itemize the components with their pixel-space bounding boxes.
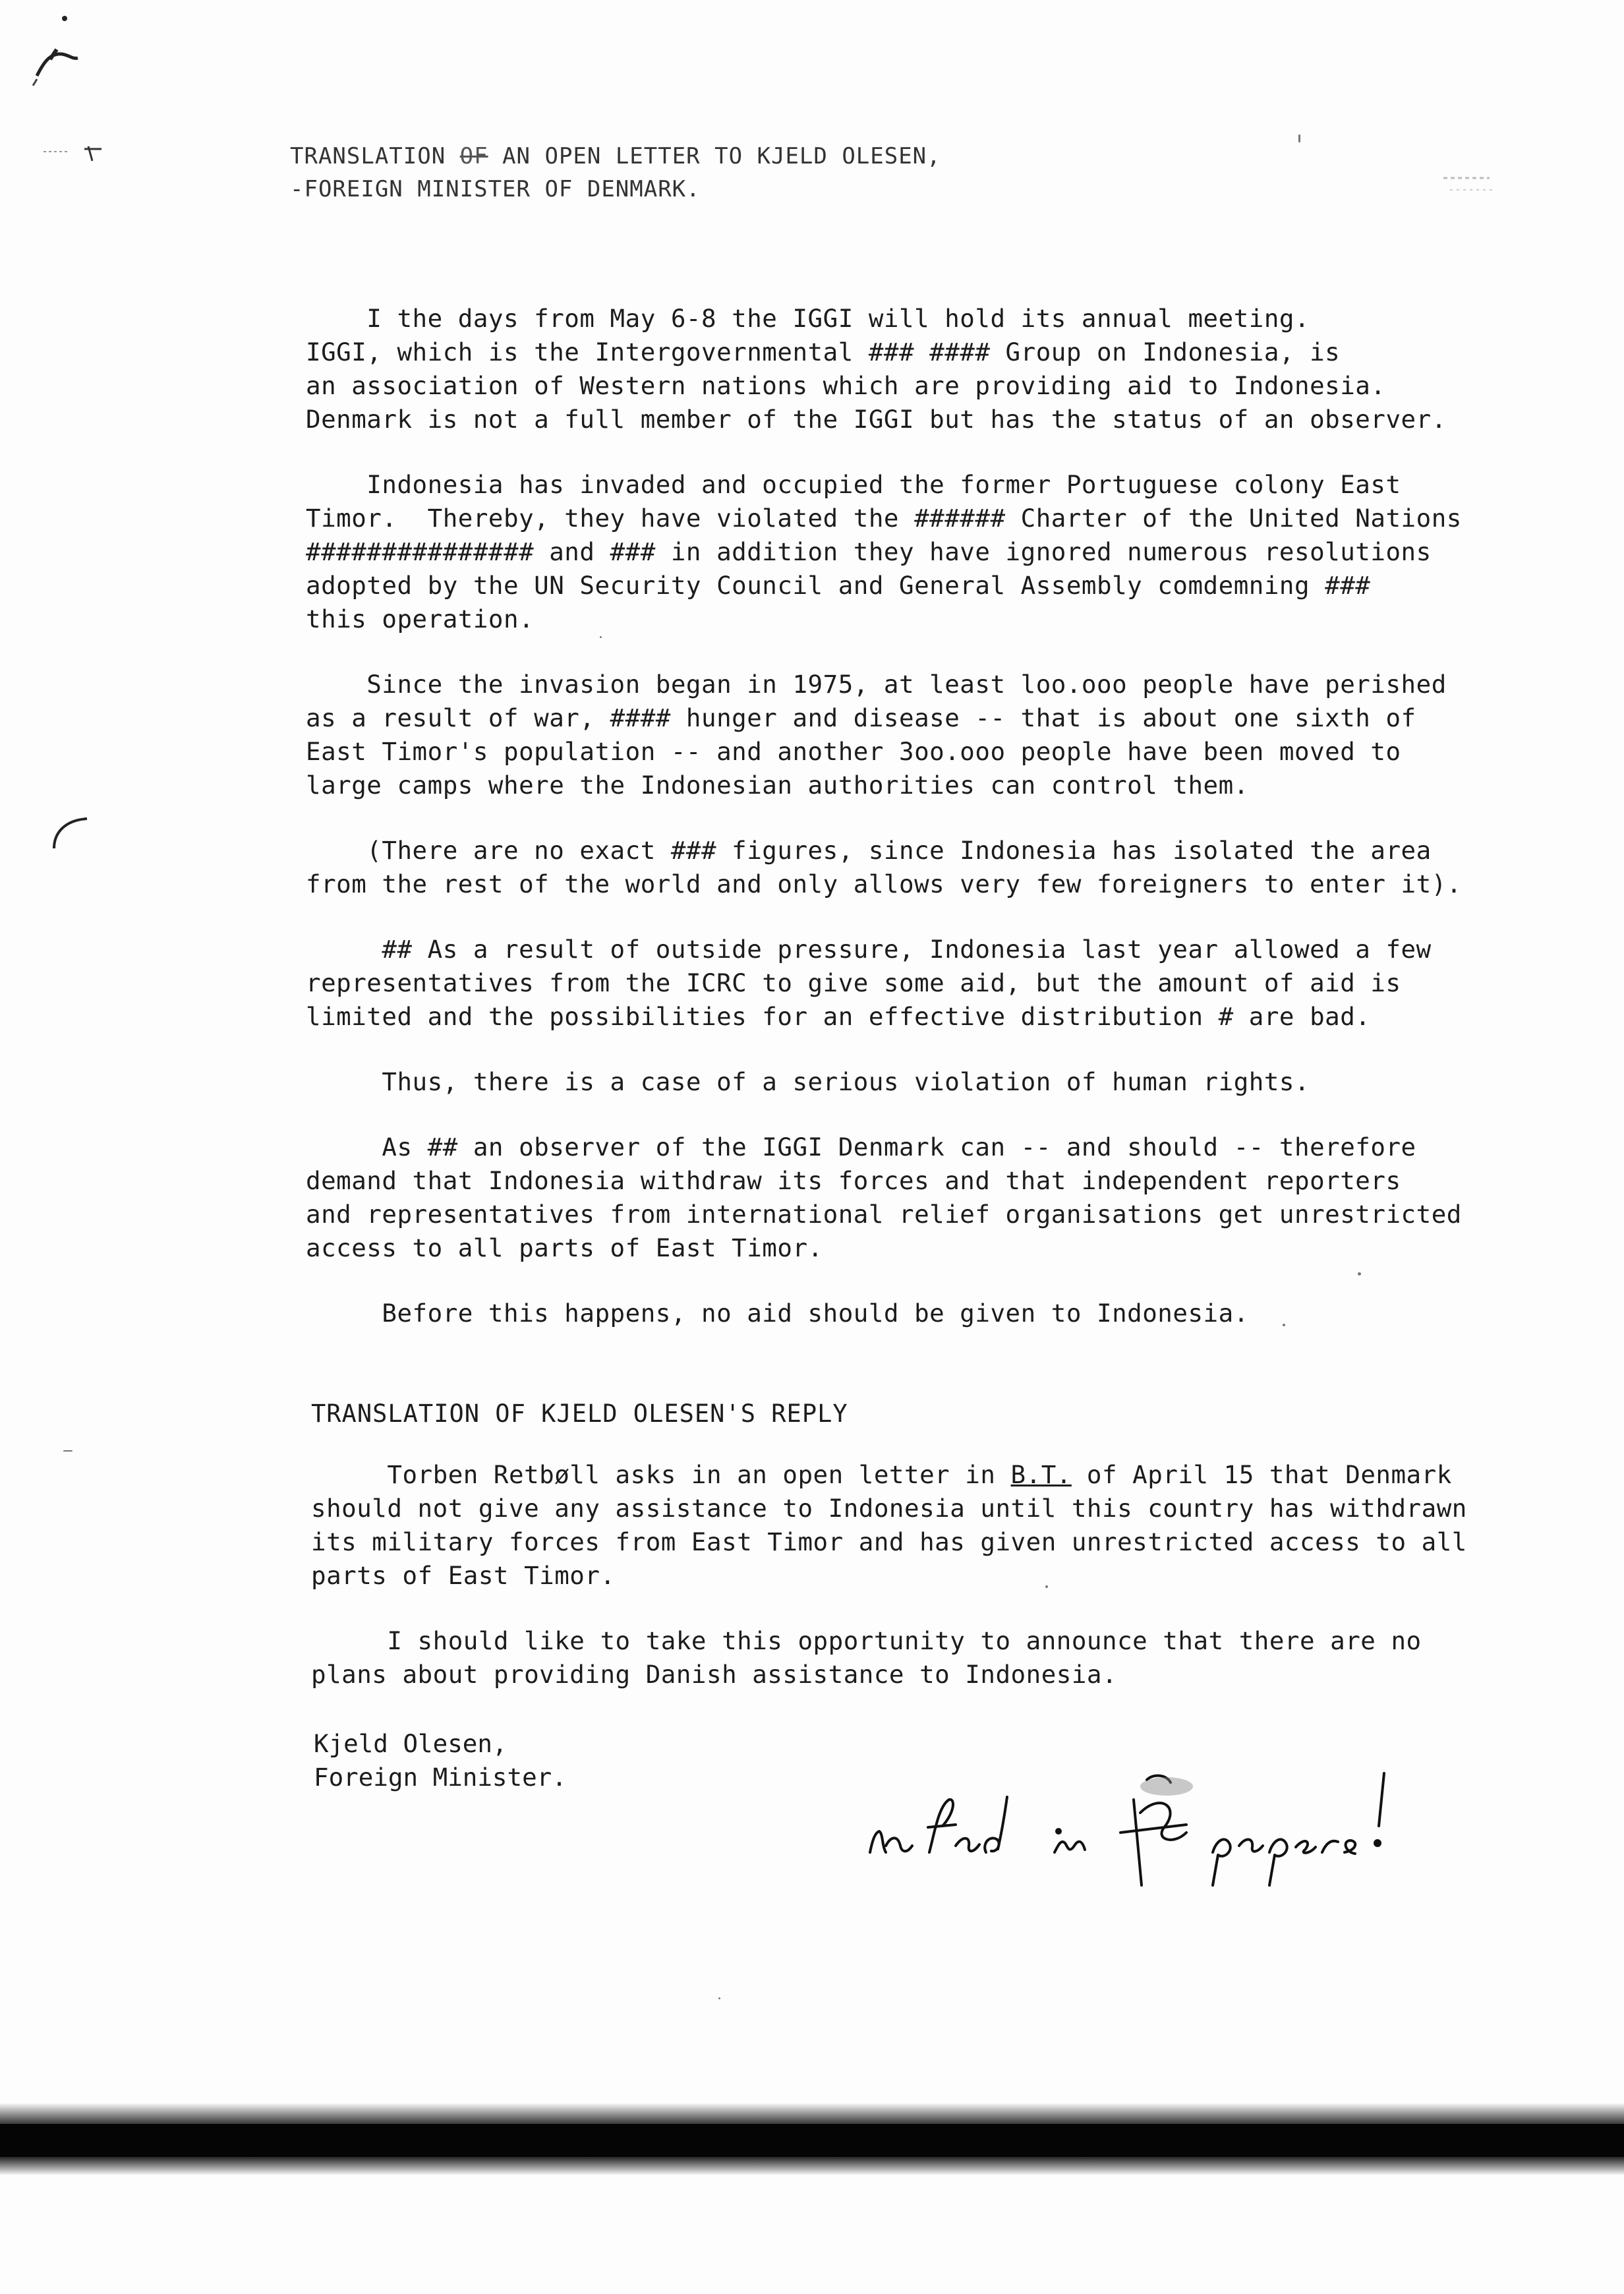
scan-speck: [1358, 1272, 1361, 1276]
handwritten-note: [857, 1753, 1450, 1898]
scan-speck: [1045, 1585, 1048, 1588]
letter-paragraph-2: Indonesia has invaded and occupied the former Portuguese colony East Timor. Thereby, they have violated the ###### Charter of the United Nations ############### and ### in addition they have ignored numerous resolutions adopted by the UN Security Council and General Assembly comdemning ### this operation.: [306, 470, 1462, 633]
reply-p1-end: of April 15 that Denmark should not give any assistance to Indonesia until this country has withdrawn its military forces from East Timor and has given unrestricted access to all parts of East Timor.: [311, 1460, 1467, 1590]
open-letter-body: [306, 302, 1598, 1362]
letter-paragraph-8: Before this happens, no aid should be given to Indonesia.: [306, 1299, 1249, 1328]
margin-mark-icon: [46, 812, 92, 852]
scan-speck: [718, 1997, 720, 1999]
letter-paragraph-6: Thus, there is a case of a serious violation of human rights.: [306, 1067, 1310, 1096]
stray-mark-icon: [42, 144, 115, 163]
letter-paragraph-1: I the days from May 6-8 the IGGI will hold its annual meeting. IGGI, which is the Intergovernmental ### #### Group on Indonesia, is an association of Western nations which are providing aid to Indonesia. Denmark is not a full member of the IGGI but has the status of an observer.: [306, 304, 1447, 434]
scan-speck: [1298, 134, 1300, 142]
heading-struck-word: OF: [459, 143, 488, 169]
reply-p1-start: Torben Retbøll asks in an open letter in: [311, 1460, 1011, 1489]
newspaper-name: B.T.: [1010, 1460, 1072, 1489]
reply-title: TRANSLATION OF KJELD OLESEN'S REPLY: [311, 1399, 848, 1428]
scan-speck: [63, 1450, 72, 1452]
scan-speck: [1283, 1324, 1285, 1326]
faint-mark-icon: [1437, 165, 1496, 204]
letter-paragraph-4: (There are no exact ### figures, since Indonesia has isolated the area from the rest of the world and only allows very few foreigners to enter it).: [306, 836, 1462, 898]
pen-mark-icon: [24, 13, 83, 86]
scan-shadow-band: [0, 2103, 1624, 2175]
letter-paragraph-7: As ## an observer of the IGGI Denmark can -- and should -- therefore demand that Indonesia withdraw its forces and that independent reporters and representatives from international relief organisations get unrestricted access to all parts of East Timor.: [306, 1132, 1462, 1262]
reply-body: [311, 1458, 1603, 1723]
letter-heading: [290, 140, 941, 206]
scan-speck: [600, 636, 602, 638]
heading-line2: -FOREIGN MINISTER OF DENMARK.: [290, 176, 701, 202]
heading-line1-prefix: TRANSLATION: [290, 143, 460, 169]
signature-block: Kjeld Olesen, Foreign Minister.: [314, 1729, 567, 1792]
reply-paragraph-2: I should like to take this opportunity to announce that there are no plans about providing Danish assistance to Indonesia.: [311, 1626, 1422, 1689]
reply-paragraph-1: [311, 1458, 1603, 1593]
letter-paragraph-3: Since the invasion began in 1975, at least loo.ooo people have perished as a result of war, #### hunger and disease -- that is about one sixth of East Timor's population -- and another 3oo.ooo people have been moved to large camps where the Indonesian authorities can control them.: [306, 670, 1447, 800]
letter-paragraph-5: ## As a result of outside pressure, Indonesia last year allowed a few representatives from the ICRC to give some aid, but the amount of aid is limited and the possibilities for an effective distribution # are bad.: [306, 935, 1432, 1031]
heading-line1-rest: AN OPEN LETTER TO KJELD OLESEN,: [488, 143, 941, 169]
